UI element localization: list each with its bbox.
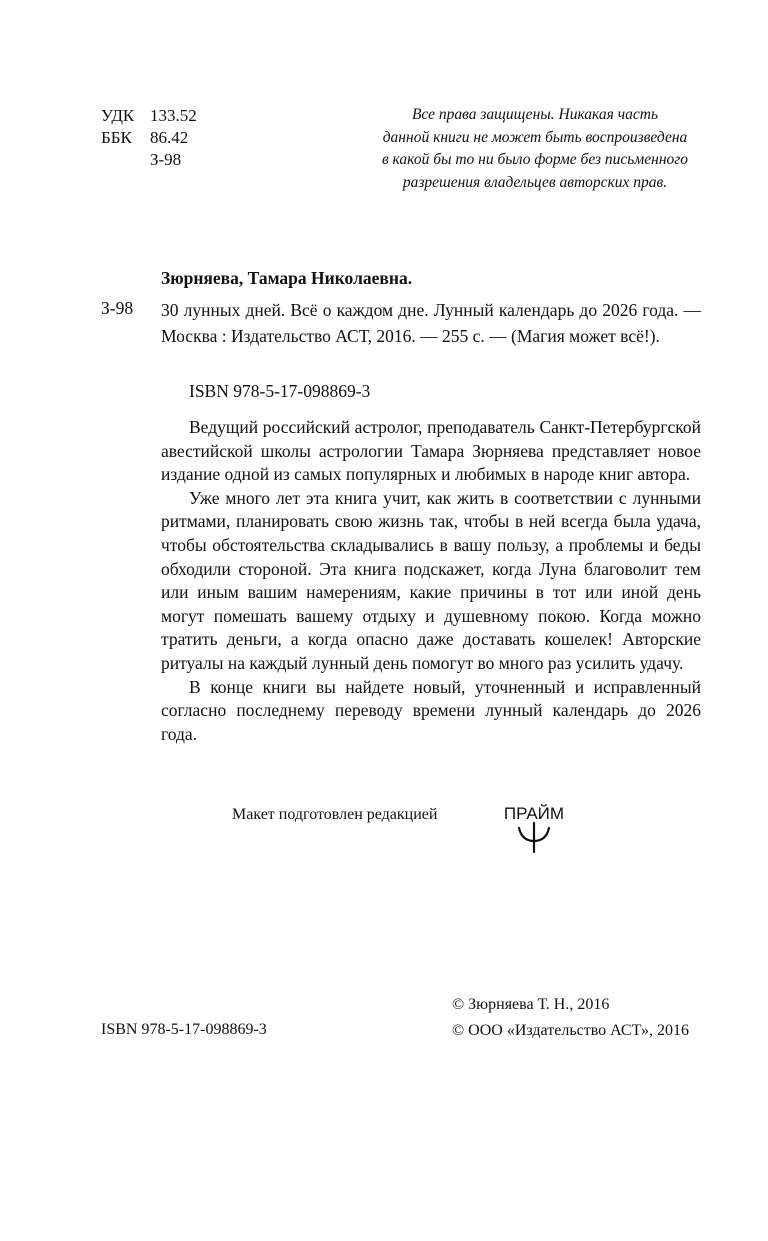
rights-line: в какой бы то ни было форме без письменного	[381, 151, 689, 168]
udk-value: 133.52	[150, 106, 197, 125]
annotation-paragraph: В конце книги вы найдете новый, уточненный и исправленный согласно последнему переводу времени лунный календарь до 2026 года.	[161, 676, 701, 744]
author-mark: З-98	[150, 150, 182, 169]
psi-icon	[519, 823, 549, 852]
annotation	[161, 416, 701, 746]
rights-line: Все права защищены. Никакая часть	[411, 106, 659, 123]
bbk-value: 86.42	[150, 128, 189, 147]
isbn-main: ISBN 978-5-17-098869-3	[189, 381, 371, 401]
rights-line: разрешения владельцев авторских прав.	[402, 173, 668, 191]
copyright-block	[452, 992, 689, 1044]
author-mark-left: З-98	[101, 298, 134, 318]
publisher-logo	[496, 795, 572, 855]
isbn-bottom: ISBN 978-5-17-098869-3	[101, 1021, 267, 1038]
bibliographic-description	[161, 297, 701, 349]
bibliographic-text: 30 лунных дней. Всё о каждом дне. Лунный календарь до 2026 года. — Москва : Издательство АСТ, 2016. — 255 с. — (Магия может всё!).	[161, 300, 701, 346]
rights-notice	[340, 104, 730, 194]
copyright-line: © Зюрняева Т. Н., 2016	[452, 996, 610, 1013]
publisher-logo-text: ПРАЙМ	[503, 804, 565, 823]
bbk-label: ББК	[101, 128, 132, 147]
annotation-paragraph: Уже много лет эта книга учит, как жить в соответствии с лунными ритмами, планировать свою жизнь так, чтобы в ней всегда была удача, чтобы обстоятельства складывались в вашу пользу, а проблемы и беды обходили стороной. Эта книга подскажет, когда Луна благоволит тем или иным вашим намерениям, какие причины в тот или иной день могут помешать вашему отдыху и душевному покою. Когда можно тратить деньги, а когда опасно даже доставать кошелек! Авторские ритуалы на каждый лунный день помогут во много раз усилить удачу.	[161, 487, 701, 673]
annotation-paragraph: Ведущий российский астролог, преподаватель Санкт-Петербургской авестийской школы астрологии Тамара Зюрняева представляет новое издание одной из самых популярных и любимых в народе книг автора.	[161, 417, 701, 485]
udk-label: УДК	[101, 106, 135, 125]
maket-note: Макет подготовлен редакцией	[232, 806, 438, 823]
author-name: Зюрняева, Тамара Николаевна.	[161, 268, 413, 288]
copyright-line: © ООО «Издательство АСТ», 2016	[452, 1022, 689, 1039]
rights-line: данной книги не может быть воспроизведена	[382, 128, 688, 146]
